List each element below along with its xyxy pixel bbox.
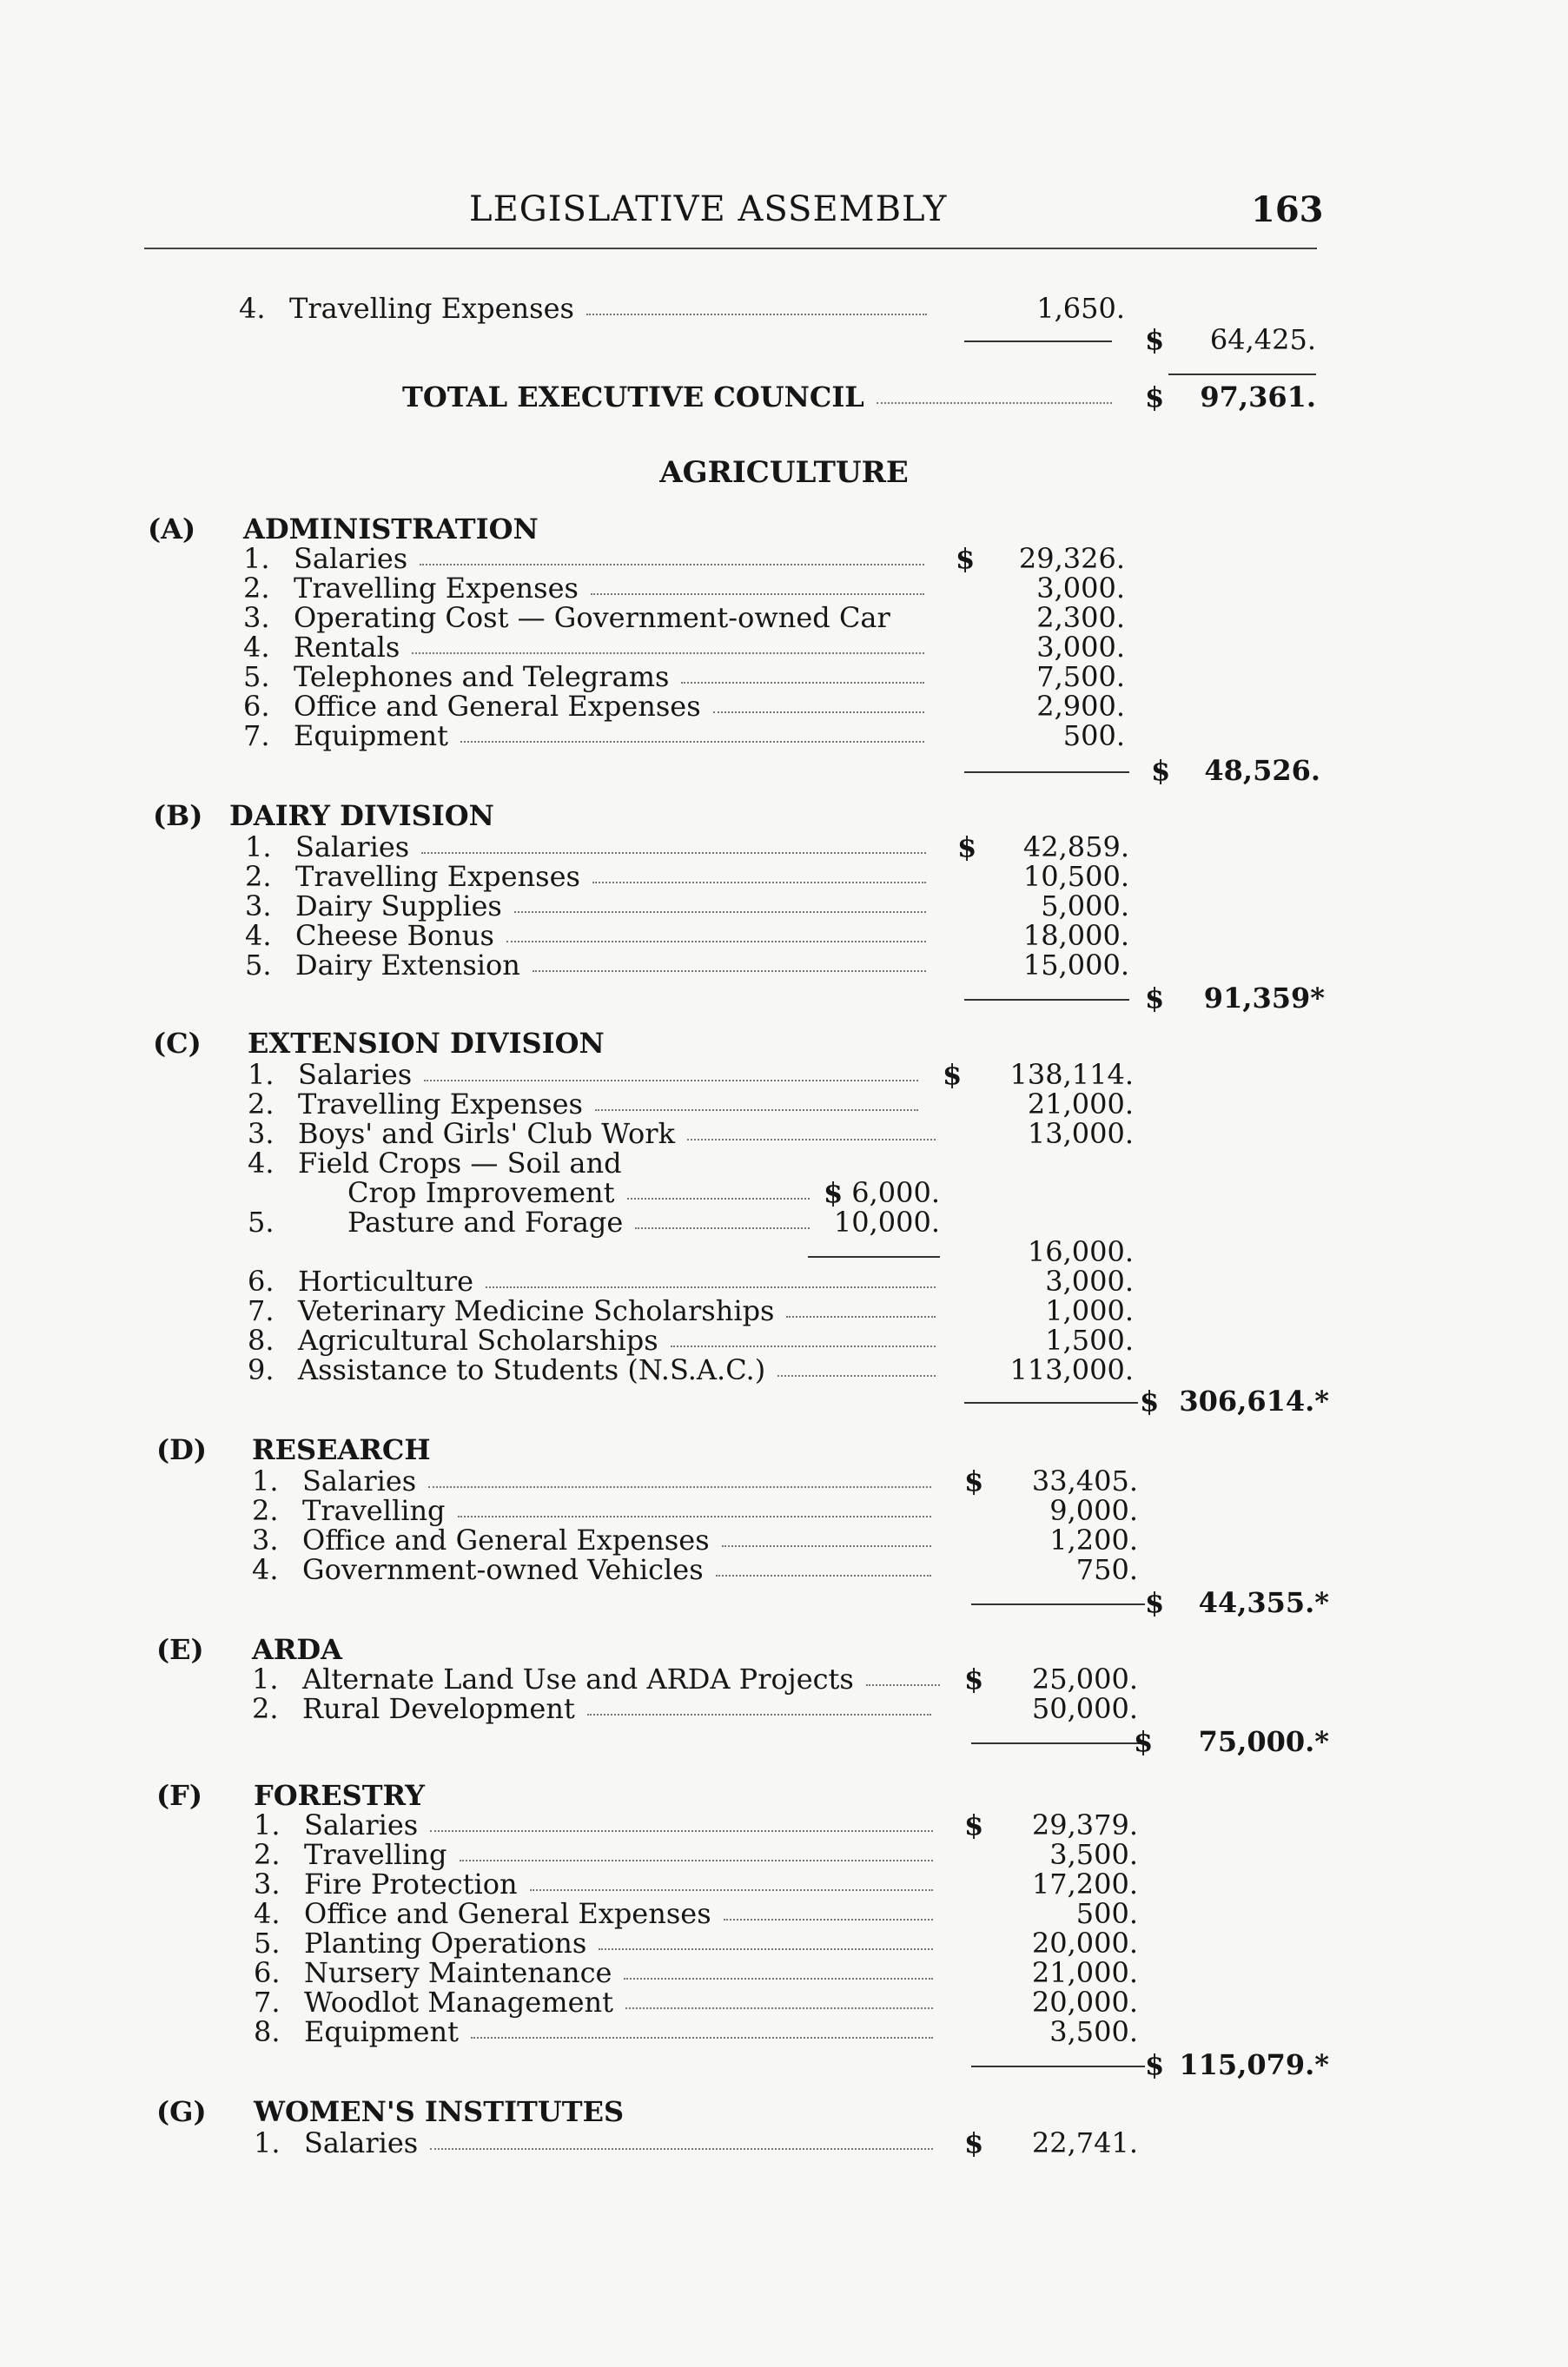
subtotal-rule	[964, 771, 1129, 773]
total-amount: 97,361.	[1200, 380, 1316, 413]
section-title-research: RESEARCH	[252, 1433, 431, 1466]
section-total: 44,355.*	[1198, 1586, 1329, 1619]
line-item: 7. Equipment	[243, 721, 931, 750]
line-item: 1. Salaries	[243, 544, 931, 573]
section-title-womens-institutes: WOMEN'S INSTITUTES	[254, 2095, 625, 2128]
dollar-sign: $	[943, 1058, 963, 1091]
section-letter-a: (A)	[148, 512, 196, 545]
dollar-sign: $	[964, 2126, 984, 2159]
amount: 21,000.	[1027, 1088, 1134, 1121]
dollar-sign: $	[964, 1663, 984, 1696]
line-item: 6. Horticulture	[248, 1266, 943, 1296]
amount: 3,000.	[1036, 572, 1125, 605]
section-title-dairy-division: DAIRY DIVISION	[229, 799, 494, 832]
line-item: 3. Dairy Supplies	[245, 891, 933, 921]
section-letter-e: (E)	[156, 1633, 204, 1666]
line-item: 5. Planting Operations	[254, 1928, 940, 1958]
amount: 6,000.	[851, 1176, 940, 1209]
amount: 3,000.	[1036, 631, 1125, 664]
section-letter-g: (G)	[156, 2095, 207, 2128]
line-item: 4. Rentals	[243, 632, 931, 662]
dollar-sign: $	[964, 1464, 984, 1498]
line-item: 7. Woodlot Management	[254, 1987, 940, 2017]
subtotal-rule	[971, 2066, 1145, 2067]
line-item: 5. Dairy Extension	[245, 950, 933, 980]
dollar-sign: $	[1145, 323, 1165, 356]
line-item: 7. Veterinary Medicine Scholarships	[248, 1296, 943, 1326]
total-rule	[1168, 374, 1316, 375]
line-item: 1. Salaries	[245, 832, 933, 862]
section-title-arda: ARDA	[252, 1633, 342, 1666]
page-header	[0, 189, 1568, 241]
amount: 21,000.	[1031, 1956, 1138, 1989]
dollar-sign: $	[1145, 380, 1165, 413]
amount: 20,000.	[1031, 1986, 1138, 2019]
amount: 1,650.	[1036, 292, 1125, 325]
dollar-sign: $	[1151, 754, 1171, 787]
amount: 29,379.	[1031, 1808, 1138, 1841]
line-item: 2. Travelling Expenses	[243, 573, 931, 603]
line-item: 6. Office and General Expenses	[243, 691, 931, 721]
section-total: 115,079.*	[1179, 2048, 1329, 2081]
line-item: 2. Travelling	[252, 1496, 938, 1525]
section-letter-c: (C)	[153, 1027, 202, 1060]
section-title-forestry: FORESTRY	[254, 1779, 425, 1812]
amount: 13,000.	[1027, 1117, 1134, 1150]
amount: 10,500.	[1022, 860, 1129, 893]
line-item: 3. Fire Protection	[254, 1869, 940, 1899]
dollar-sign: $	[1140, 1385, 1160, 1418]
line-item: 4. Field Crops — Soil and	[248, 1147, 622, 1180]
dollar-sign: $	[1145, 2048, 1165, 2081]
amount: 29,326.	[1018, 542, 1125, 575]
line-item: 1. Salaries	[248, 1060, 925, 1089]
line-item: 4. Cheese Bonus	[245, 921, 933, 950]
section-title-extension-division: EXTENSION DIVISION	[248, 1027, 605, 1060]
amount: 3,500.	[1049, 1838, 1138, 1871]
dollar-sign: $	[964, 1808, 984, 1841]
subtotal-rule	[964, 1402, 1138, 1404]
dollar-sign: $	[1145, 982, 1165, 1015]
amount: 1,200.	[1049, 1524, 1138, 1557]
line-item: 1. Salaries	[254, 1810, 940, 1840]
line-item: 5. Telephones and Telegrams	[243, 662, 931, 691]
dollar-sign: $	[957, 830, 977, 863]
amount: 1,500.	[1045, 1324, 1134, 1357]
section-letter-f: (F)	[156, 1779, 202, 1812]
line-item: 1. Salaries	[252, 1466, 938, 1496]
page-number: 163	[1251, 189, 1324, 230]
section-total: 306,614.*	[1179, 1385, 1329, 1418]
subtotal-rule	[971, 1603, 1145, 1605]
page-title: LEGISLATIVE ASSEMBLY	[469, 189, 948, 229]
amount: 20,000.	[1031, 1927, 1138, 1960]
amount: 15,000.	[1022, 949, 1129, 982]
line-item: Crop Improvement	[347, 1178, 817, 1207]
section-total: 91,359*	[1203, 982, 1325, 1015]
dollar-sign: $	[824, 1176, 844, 1209]
line-item: 3. Boys' and Girls' Club Work	[248, 1119, 943, 1148]
amount: 113,000.	[1009, 1353, 1134, 1386]
line-item: 4. Government-owned Vehicles	[252, 1555, 938, 1584]
amount: 50,000.	[1031, 1692, 1138, 1725]
line-item: 8. Equipment	[254, 2017, 940, 2046]
subtotal-rule	[964, 341, 1112, 342]
line-item: 3. Operating Cost — Government-owned Car	[243, 601, 890, 634]
amount: 10,000.	[833, 1206, 940, 1239]
amount: 750.	[1075, 1553, 1138, 1586]
section-total: 48,526.	[1204, 754, 1320, 787]
line-item: 2. Travelling Expenses	[245, 862, 933, 891]
line-item: 4. Office and General Expenses	[254, 1899, 940, 1928]
amount: 1,000.	[1045, 1294, 1134, 1327]
line-item: 1. Salaries	[254, 2128, 940, 2158]
dollar-sign: $	[956, 542, 976, 575]
amount: 3,000.	[1045, 1265, 1134, 1298]
line-item: 1. Alternate Land Use and ARDA Projects	[252, 1664, 947, 1694]
line-item: 6. Nursery Maintenance	[254, 1958, 940, 1987]
section-title-administration: ADMINISTRATION	[243, 512, 539, 545]
line-item: 5. Pasture and Forage	[248, 1207, 817, 1237]
section-total: 75,000.*	[1198, 1725, 1329, 1758]
amount: 5,000.	[1041, 889, 1129, 922]
amount: 500.	[1062, 719, 1125, 752]
amount: 3,500.	[1049, 2015, 1138, 2048]
amount: 7,500.	[1036, 660, 1125, 693]
amount: 33,405.	[1031, 1464, 1138, 1498]
amount: 9,000.	[1049, 1494, 1138, 1527]
amount: 22,741.	[1031, 2126, 1138, 2159]
amount: 17,200.	[1031, 1868, 1138, 1901]
amount: 25,000.	[1031, 1663, 1138, 1696]
section-letter-b: (B)	[153, 799, 203, 832]
inner-subtotal-rule	[808, 1256, 940, 1258]
dollar-sign: $	[1134, 1725, 1154, 1758]
line-item: 9. Assistance to Students (N.S.A.C.)	[248, 1355, 943, 1385]
subtotal-rule	[971, 1742, 1145, 1744]
amount: 2,900.	[1036, 690, 1125, 723]
line-item: 4. Travelling Expenses	[239, 294, 934, 323]
department-heading: AGRICULTURE	[659, 455, 909, 490]
dollar-sign: $	[1145, 1586, 1165, 1619]
line-item: 2. Rural Development	[252, 1694, 938, 1723]
amount: 2,300.	[1036, 601, 1125, 634]
line-item: 2. Travelling	[254, 1840, 940, 1869]
amount: 138,114.	[1009, 1058, 1134, 1091]
line-item: 2. Travelling Expenses	[248, 1089, 925, 1119]
subtotal-rule	[964, 999, 1129, 1001]
line-item: 3. Office and General Expenses	[252, 1525, 938, 1555]
amount: 16,000.	[1027, 1235, 1134, 1268]
line-item: 8. Agricultural Scholarships	[248, 1326, 943, 1355]
section-letter-d: (D)	[156, 1433, 208, 1466]
amount: 42,859.	[1022, 830, 1129, 863]
header-rule	[144, 248, 1317, 249]
amount: 18,000.	[1022, 919, 1129, 952]
amount: 500.	[1075, 1897, 1138, 1930]
total-executive-council: TOTAL EXECUTIVE COUNCIL	[402, 382, 1119, 412]
subtotal-amount: 64,425.	[1209, 323, 1316, 356]
